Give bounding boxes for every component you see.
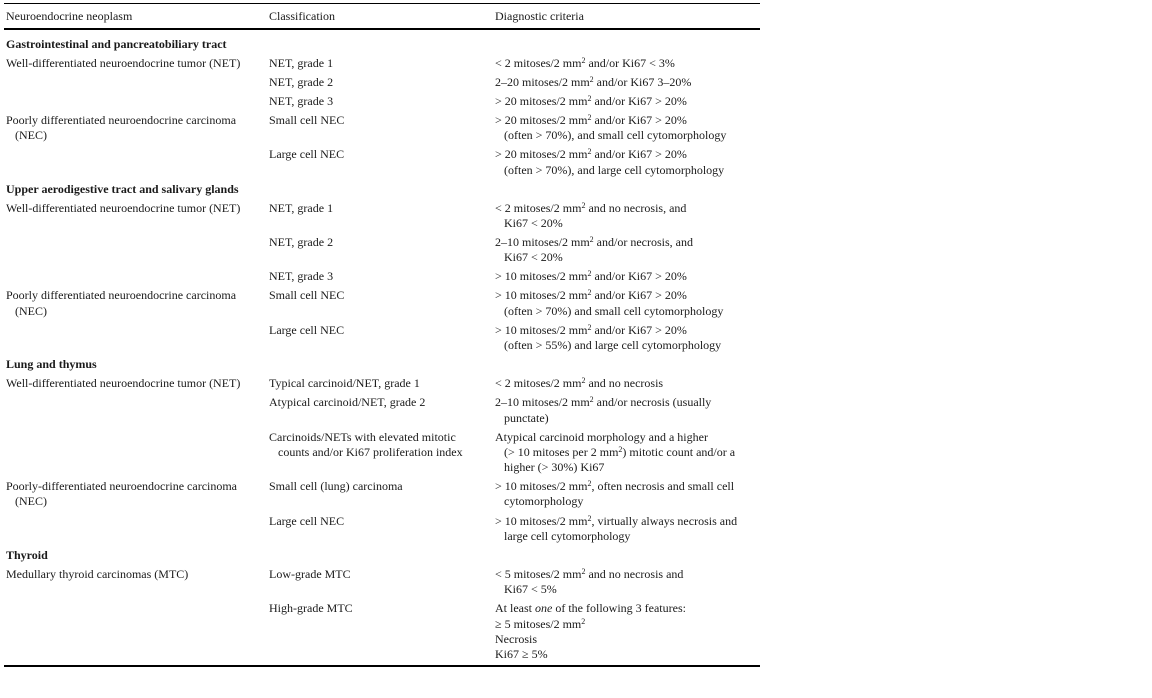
ua-row5-class: Large cell NEC bbox=[269, 323, 345, 337]
th-row2-criteria: At least one of the following 3 features: bbox=[495, 601, 686, 615]
lt-row4-criteria: > 10 mitoses/2 $mm^2$, often necrosis and small cell bbox=[495, 479, 735, 493]
th-mtc-label: Medullary thyroid carcinomas (MTC) bbox=[6, 567, 189, 581]
gi-nec-label-cont: (NEC) bbox=[15, 128, 47, 142]
ua-net-label: Well-differentiated neuroendocrine tumor (NET) bbox=[6, 201, 241, 215]
th-row1-class: Low-grade MTC bbox=[269, 567, 351, 581]
section-lung-thymus-title: Lung and thymus bbox=[6, 357, 97, 371]
section-gastrointestinal-title: Gastrointestinal and pancreatobiliary tract bbox=[6, 37, 227, 51]
gi-row4-criteria: > 20 mitoses/2 $mm^2$ and/or Ki67 > 20% bbox=[495, 113, 687, 127]
gi-row1-class: NET, grade 1 bbox=[269, 56, 334, 70]
top-rule bbox=[4, 3, 760, 4]
ua-row3-class: NET, grade 3 bbox=[269, 269, 334, 283]
gi-net-label: Well-differentiated neuroendocrine tumor (NET) bbox=[6, 56, 241, 70]
section-thyroid-title: Thyroid bbox=[6, 548, 48, 562]
bottom-rule bbox=[4, 665, 760, 667]
gi-row1-criteria: < 2 mitoses/2 $mm^2$ and/or Ki67 < 3% bbox=[495, 56, 675, 70]
lt-row5-class: Large cell NEC bbox=[269, 514, 345, 528]
lt-row3-criteria: Atypical carcinoid morphology and a higher bbox=[495, 430, 708, 444]
ua-row4-criteria-cont: (often > 70%) and small cell cytomorphology bbox=[504, 304, 724, 318]
lt-row3-class: Carcinoids/NETs with elevated mitotic bbox=[269, 430, 456, 444]
gi-row5-criteria: > 20 mitoses/2 $mm^2$ and/or Ki67 > 20% bbox=[495, 147, 687, 161]
ua-nec-label: Poorly differentiated neuroendocrine carcinoma bbox=[6, 288, 237, 302]
gi-row2-criteria: 2–20 mitoses/2 $mm^2$ and/or Ki67 3–20% bbox=[495, 75, 692, 89]
lt-row3-criteria-cont2: higher (> 30%) Ki67 bbox=[504, 460, 605, 474]
ua-row4-class: Small cell NEC bbox=[269, 288, 345, 302]
ua-nec-label-cont: (NEC) bbox=[15, 304, 47, 318]
header-criteria: Diagnostic criteria bbox=[495, 9, 584, 23]
lt-row2-class: Atypical carcinoid/NET, grade 2 bbox=[269, 395, 426, 409]
th-row2-class: High-grade MTC bbox=[269, 601, 353, 615]
ua-row1-criteria: < 2 mitoses/2 $mm^2$ and no necrosis, and bbox=[495, 201, 687, 215]
lt-row5-criteria: > 10 mitoses/2 $mm^2$, virtually always necrosis and bbox=[495, 514, 738, 528]
lt-nec-label: Poorly-differentiated neuroendocrine carcinoma bbox=[6, 479, 238, 493]
lt-row4-class: Small cell (lung) carcinoma bbox=[269, 479, 403, 493]
lt-row5-criteria-cont: large cell cytomorphology bbox=[504, 529, 631, 543]
gi-row4-criteria-cont: (often > 70%), and small cell cytomorphology bbox=[504, 128, 727, 142]
lt-row1-criteria: < 2 mitoses/2 $mm^2$ and no necrosis bbox=[495, 376, 664, 390]
header-classification: Classification bbox=[269, 9, 335, 23]
lt-net-label: Well-differentiated neuroendocrine tumor (NET) bbox=[6, 376, 241, 390]
th-row2-feature-necrosis: Necrosis bbox=[495, 632, 537, 646]
ua-row1-criteria-cont: Ki67 < 20% bbox=[504, 216, 563, 230]
gi-row5-criteria-cont: (often > 70%), and large cell cytomorphology bbox=[504, 163, 725, 177]
gi-row4-class: Small cell NEC bbox=[269, 113, 345, 127]
ua-row5-criteria: > 10 mitoses/2 $mm^2$ and/or Ki67 > 20% bbox=[495, 323, 687, 337]
th-row1-criteria-cont: Ki67 < 5% bbox=[504, 582, 557, 596]
lt-nec-label-cont: (NEC) bbox=[15, 494, 47, 508]
lt-row2-criteria: 2–10 mitoses/2 $mm^2$ and/or necrosis (usually bbox=[495, 395, 712, 409]
ua-row4-criteria: > 10 mitoses/2 $mm^2$ and/or Ki67 > 20% bbox=[495, 288, 687, 302]
ua-row1-class: NET, grade 1 bbox=[269, 201, 334, 215]
lt-row3-criteria-cont: (> 10 mitoses per 2 $mm^2$) mitotic count and/or a bbox=[504, 445, 736, 459]
lt-row3-class-cont: counts and/or Ki67 proliferation index bbox=[278, 445, 463, 459]
th-row2-feature-mitoses: ≥ 5 mitoses/2 $mm^2$ bbox=[495, 617, 586, 631]
ua-row3-criteria: > 10 mitoses/2 $mm^2$ and/or Ki67 > 20% bbox=[495, 269, 687, 283]
gi-nec-label: Poorly differentiated neuroendocrine carcinoma bbox=[6, 113, 237, 127]
ua-row5-criteria-cont: (often > 55%) and large cell cytomorphology bbox=[504, 338, 722, 352]
header-rule bbox=[4, 28, 760, 30]
ua-row2-class: NET, grade 2 bbox=[269, 235, 334, 249]
ua-row2-criteria-cont: Ki67 < 20% bbox=[504, 250, 563, 264]
header-neoplasm: Neuroendocrine neoplasm bbox=[6, 9, 133, 23]
section-upper-aerodigestive-title: Upper aerodigestive tract and salivary glands bbox=[6, 182, 239, 196]
gi-row5-class: Large cell NEC bbox=[269, 147, 345, 161]
lt-row2-criteria-cont: punctate) bbox=[504, 411, 549, 425]
lt-row1-class: Typical carcinoid/NET, grade 1 bbox=[269, 376, 420, 390]
gi-row2-class: NET, grade 2 bbox=[269, 75, 334, 89]
th-row1-criteria: < 5 mitoses/2 $mm^2$ and no necrosis and bbox=[495, 567, 684, 581]
th-row2-feature-ki67: Ki67 ≥ 5% bbox=[495, 647, 548, 661]
lt-row4-criteria-cont: cytomorphology bbox=[504, 494, 584, 508]
gi-row3-criteria: > 20 mitoses/2 $mm^2$ and/or Ki67 > 20% bbox=[495, 94, 687, 108]
gi-row3-class: NET, grade 3 bbox=[269, 94, 334, 108]
ua-row2-criteria: 2–10 mitoses/2 $mm^2$ and/or necrosis, and bbox=[495, 235, 693, 249]
